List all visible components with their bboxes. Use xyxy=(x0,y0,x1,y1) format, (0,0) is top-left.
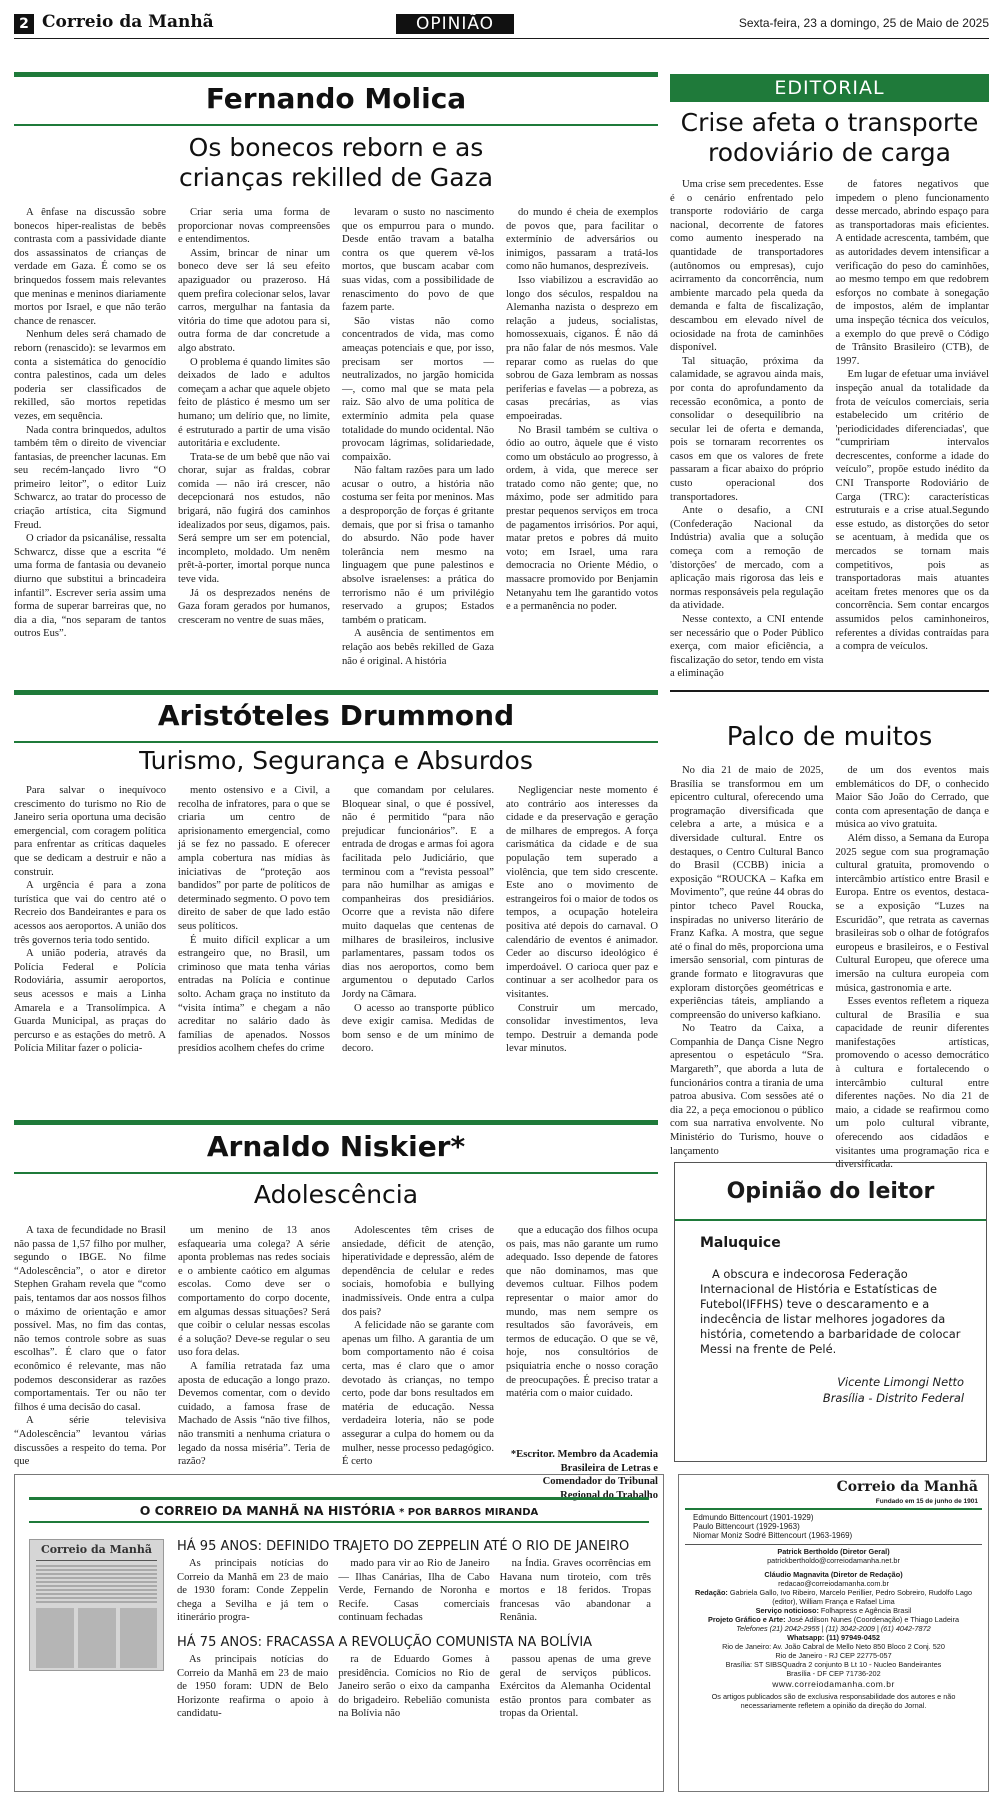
article-paragraph: No Teatro da Caixa, a Companhia de Dança Cisne Negro apresentou o espetáculo “Sra. Margareth”, que aborda a luta de funcionários contra a tirania de uma patroa abusiva. Com sessões até o dia 22, a peça emocionou o público com sua narrativa envolvente. No Ministério do Turismo, houve o lançamento xyxy=(670,1023,824,1157)
historia-title: O CORREIO DA MANHÃ NA HISTÓRIA xyxy=(139,1503,396,1518)
molica-headline: Os bonecos reborn e as crianças rekilled de Gaza xyxy=(178,133,494,192)
historia-items xyxy=(177,1539,651,1731)
staff-line: Redação: Gabriela Gallo, Ivo Ribeiro, Marcelo Perillier, Pedro Sobreiro, Rudolfo Lago (editor), William França e Rafael Lima xyxy=(694,1588,973,1606)
drummond-author: Aristóteles Drummond xyxy=(157,699,515,732)
article-column xyxy=(14,206,166,668)
article-paragraph: O criador da psicanálise, ressalta Schwarcz, disse que a escrita “é uma forma de fantasia ou devaneio diurno que substitui a brincadeira infantil”. Escrever seria assim uma forma de superar barreiras que, no dia a dia, “nos separam de tantos outros Eus”. xyxy=(14,533,166,640)
historia-item xyxy=(177,1635,651,1721)
article-paragraph: Em lugar de efetuar uma inviável inspeção anual da totalidade da frota de veículos comerciais, seria estabelecido um critério de 'periodicidades diferenciadas', que “cumpririam intervalos decrescentes, conforme a idade do veículo”, propõe estudo inédito da CNI Transporte Rodoviário de Carga (TRC): características estruturais e a crise atual.Segundo esse estudo, as distorções do setor se acentuam, à medida que os mercados se tornam mais competitivos, pois as transportadoras mais atuantes aceitam fretes menores que os da concorrência. Sem contar encargos assumidos pelos caminhoneiros, referentes a dívidas contraídas para a compra de veículos. xyxy=(835,369,989,653)
address-line: Rio de Janeiro: Av. João Cabral de Mello Neto 850 Bloco 2 Conj. 520 xyxy=(722,1642,945,1651)
founder-line: Edmundo Bittencourt (1901-1929) xyxy=(693,1513,814,1522)
page-header xyxy=(14,14,989,36)
editorial-headline: Crise afeta o transporte rodoviário de carga xyxy=(680,108,979,167)
editorial-label: EDITORIAL xyxy=(670,74,989,102)
article-paragraph: É muito difícil explicar a um estrangeiro que, no Brasil, um criminoso que mata tenha várias entradas na Polícia e continue solto. Acham graça no instituto da “visita íntima” e chegam a não acreditar no salário dado às famílias de apenados. Nossos presídios acolhem chefes do crime xyxy=(178,934,330,1055)
editor-name: Cláudio Magnavita (Diretor de Redação) xyxy=(764,1570,903,1579)
article-paragraph: O acesso ao transporte público deve exigir camisa. Medidas de bom senso e de um mínimo de decoro. xyxy=(342,1002,494,1055)
header-rule xyxy=(14,38,989,39)
article-column xyxy=(178,784,330,1056)
article-paragraph: um menino de 13 anos esfaquearia uma colega? A série aponta problemas nas redes sociais e o ambiente caótico em algumas escolas. Como deve ser o comportamento do corpo docente, em algumas dessas situações? Será que coibir o celular nessas escolas é a solução? Deve-se regular o seu uso fora delas. xyxy=(178,1225,330,1359)
historia-item-text: na Índia. Graves ocorrências em Havana num tiroteio, com três mortos e 18 feridos. Tropas francesas vão abandonar a Renânia. xyxy=(499,1558,651,1624)
article-paragraph: Para salvar o inequívoco crescimento do turismo no Rio de Janeiro seria oportuna uma decisão emergencial, com coragem política para enfrentar as críticas daqueles que se dedicam a destruir e não a construir. xyxy=(14,785,166,878)
palco-headline: Palco de muitos xyxy=(726,722,933,752)
article-paragraph: Esses eventos refletem a riqueza cultural de Brasília e sua capacidade de reunir diferentes manifestações artísticas, promovendo o acesso democrático à cultura e fortalecendo o intercâmbio cultural entre diferentes nações. No dia 21 de maio, a cidade se reafirmou como um polo cultural vibrante, oferecendo aos cidadãos e visitantes uma programação rica e diversificada. xyxy=(835,996,989,1171)
article-paragraph: A união poderia, através da Polícia Federal e Polícia Rodoviária, assumir aeroportos, seus acessos e mais a Linha Amarela e a Transolímpica. A Guarda Municipal, as praças do percurso e as estações do metrô. A Polícia Militar fazer o policia- xyxy=(14,948,166,1055)
article-column xyxy=(506,206,658,668)
historia-thumbnail xyxy=(29,1539,164,1671)
article-column xyxy=(178,1224,330,1469)
masthead: Correio da Manhã xyxy=(42,12,214,32)
expediente-founded: Fundado em 15 de junho de 1901 xyxy=(875,1498,978,1505)
niskier-body xyxy=(14,1224,658,1469)
article-paragraph: Construir um mercado, consolidar investimentos, leva tempo. Destruir a demanda pode levar minutos. xyxy=(506,1002,658,1055)
article-paragraph: mento ostensivo e a Civil, a recolha de infratores, para o que se criaria um centro de aprisionamento emergencial, como já se fez no passado. E oferecer ampla cobertura nas mídias às iniciativas de “proteção aos bandidos” por parte de políticos de determinado segmento. O povo tem direito de saber de que lado estão seus políticos. xyxy=(178,785,330,932)
address-line: Brasília: ST SIBSQuadra 2 conjunto B Lt 10 - Nucleo Bandeirantes xyxy=(725,1660,942,1669)
leitor-box xyxy=(674,1162,987,1462)
article-column xyxy=(14,1224,166,1469)
expediente-whatsapp: Whatsapp: (11) 97949-0452 xyxy=(787,1633,880,1642)
article-column xyxy=(506,784,658,1056)
staff-line: Projeto Gráfico e Arte: José Adilson Nunes (Coordenação) e Thiago Ladeira xyxy=(707,1615,960,1624)
palco-top-rule xyxy=(670,690,989,692)
historia-item-text: ra de Eduardo Gomes à presidência. Comícios no Rio de Janeiro serão o eixo da campanha do brigadeiro. Rebelião comunista na Bolívia não xyxy=(338,1653,490,1720)
editor-email: redacao@correiodamanha.com.br xyxy=(778,1579,889,1588)
expediente-addresses xyxy=(685,1642,982,1678)
article-paragraph: Ante o desafio, a CNI (Confederação Nacional da Indústria) avalia que a solução começa com a remoção de 'distorções' de mercado, com a aplicação mais rigorosa das leis e normas responsáveis pela regulação da atividade. xyxy=(670,505,824,612)
expediente-phones: Telefones (21) 2042-2955 | (11) 3042-2009 | (61) 4042-7872 xyxy=(736,1624,931,1633)
leitor-subject: Maluquice xyxy=(700,1235,781,1251)
article-paragraph: Nenhum deles será chamado de reborn (renascido): se levarmos em conta a sistemática do genocídio contra palestinos, cada um deles poderia ser classificados de rekilled, são mortos repetidas vezes, em sequência. xyxy=(14,329,166,422)
historia-item-text: As principais notícias do Correio da Manhã em 23 de maio de 1950 foram: UDN de Belo Horizonte reafirma o apoio à candidatu- xyxy=(177,1653,329,1720)
article-column xyxy=(342,784,494,1056)
article-paragraph: levaram o susto no nascimento que os empurrou para o mundo. Desde então travam a batalha contra os que querem vê-los mortos, que buscam acabar com suas vidas, com a possibilidade de renascimento do povo de que fazem parte. xyxy=(342,207,494,314)
article-paragraph: A felicidade não se garante com apenas um filho. A garantia de um bom comportamento não é coisa certa, mas é claro que o amor devotado às crianças, no tempo certo, pode dar bons resultados em matéria de educação. Nessa verdadeira loteria, não se pode assegurar a culpa do homem ou da mulher, nesse processo pedagógico. É certo xyxy=(342,1320,494,1468)
leitor-signature-name: Vicente Limongi Netto xyxy=(837,1375,964,1389)
section-label: OPINIÃO xyxy=(396,14,514,34)
leitor-title-rule xyxy=(675,1219,986,1221)
article-paragraph: A ênfase na discussão sobre bonecos hiper-realistas de bebês contrasta com a passividade diante dos assassinatos de crianças de verdade em Gaza. É como se os brinquedos fossem mais relevantes que meninas e meninos diariamente mortos por Israel, e que não terão chance de renascer. xyxy=(14,207,166,327)
article-paragraph: Nada contra brinquedos, adultos também têm o direito de vivenciar fantasias, de preencher lacunas. Em seu recém-lançado livro “O primeiro leitor”, o editor Luiz Schwarcz, ao tratar do processo de criação artística, cita Sigmund Freud. xyxy=(14,424,166,531)
expediente-website[interactable]: www.correiodamanha.com.br xyxy=(772,1679,895,1689)
historia-item-text: As principais notícias do Correio da Manhã em 23 de maio de 1930 foram: Conde Zeppelin chega a Sevilha e já tem o itinerário progra- xyxy=(177,1558,329,1624)
molica-author-rule xyxy=(14,124,658,126)
article-paragraph: de fatores negativos que impedem o pleno funcionamento desse mercado, abrindo espaço para as transportadoras mais eficientes. A entidade acrescenta, também, que as autoridades devem intensificar a verificação do peso do caminhões, ao mesmo tempo em que redobrem esforços no combate à sonegação de impostos, além de implantar uma inspeção técnica dos veículos, a exemplo do que prevê o Código de Trânsito Brasileiro (CTB), de 1997. xyxy=(835,179,989,367)
article-paragraph: São vistas não como concentrados de vida, mas como ameaças potenciais e que, por isso, precisam ser mortos — neutralizados, no jargão homicida —, como mal que se mata pela raiz. São alvo de uma política de extermínio admita pela quase totalidade do mundo ocidental. Não provocam lágrimas, solidariedade, compaixão. xyxy=(342,315,494,463)
article-paragraph: A taxa de fecundidade no Brasil não passa de 1,57 filho por mulher, segundo o IBGE. No filme “Adolescência”, o ator e diretor Stephen Graham revela que “como pais, tentamos dar aos nossos filhos o máximo de orientação e amor possível. Mas, no fim das contas, não temos controle sobre as suas escolhas”. É claro que o fator econômico é relevante, mas não podemos desconsiderar as razões comportamentais. Ter ou não ter filhos é uma decisão do casal. xyxy=(14,1225,166,1413)
thumbnail-masthead: Correio da Manhã xyxy=(40,1543,153,1556)
drummond-headline: Turismo, Segurança e Absurdos xyxy=(139,746,533,775)
address-line: Rio de Janeiro - RJ CEP 22775-057 xyxy=(775,1651,892,1660)
header-date: Sexta-feira, 23 a domingo, 25 de Maio de 2025 xyxy=(738,16,989,30)
address-line: Brasília - DF CEP 71736-202 xyxy=(786,1669,881,1678)
founder-line: Paulo Bittencourt (1929-1963) xyxy=(693,1522,800,1531)
historia-item-heading: HÁ 75 ANOS: FRACASSA A REVOLUÇÃO COMUNISTA NA BOLÍVIA xyxy=(177,1634,593,1650)
expediente-top-rule xyxy=(685,1508,982,1510)
article-column xyxy=(836,178,990,681)
molica-body xyxy=(14,206,658,668)
article-paragraph: A família retratada faz uma aposta de educação a longo prazo. Devemos comentar, com o devido cuidado, a famosa frase de Machado de Assis “não tive filhos, não transmiti a nenhuma criatura o legado da nossa miséria”. Teria de razão? xyxy=(178,1360,330,1468)
article-paragraph: A urgência é para a zona turística que vai do centro até o Recreio dos Bandeirantes e para os acessos aos aeroportos. A união dos três governos teria todo sentido. xyxy=(14,880,166,946)
article-paragraph: Não faltam razões para um lado acusar o outro, a história não costuma ser feita por meninos. Mas a desproporção de forças é gritante demais, que por si frisa o tamanho do absurdo. Não pode haver tolerância nem mesmo na linguagem que pune palestinos e absolve israelenses: a prática do terrorismo não é um privilégio reservado a grupos; Estados também o praticam. xyxy=(342,465,494,626)
drummond-body xyxy=(14,784,658,1056)
expediente-mid-rule xyxy=(685,1544,982,1545)
leitor-text: A obscura e indecorosa Federação Internacional de História e Estatísticas de Futebol(IFFHS) teve o descaramento e a indecência de listar melhores jogadores da história, cometendo a barbaridade de colocar Messi na frente de Pelé. xyxy=(700,1267,961,1356)
expediente-masthead: Correio da Manhã xyxy=(836,1479,978,1495)
historia-title-bar xyxy=(29,1497,649,1523)
article-paragraph: Trata-se de um bebê que não vai chorar, sujar as fraldas, cobrar comida — não irá crescer, não decepcionará nos estudos, não brigará, não fugirá dos caminhos idealizados por seus, digamos, pais. Será sempre um ser em potencial, incompleto, moldado. Um nenêm prêt-à-porter, imortal porque nunca teve vida. xyxy=(178,451,330,586)
article-paragraph: do mundo é cheia de exemplos de povos que, para facilitar o extermínio de adversários ou inimigos, passaram a tratá-los como não humanos, desprezíveis. xyxy=(506,207,658,273)
historia-item-text: mado para vir ao Rio de Janeiro — Ilhas Canárias, Ilha de Cabo Verde, Fernando de Noronha e Recife. Casas comerciais continuam fechadas xyxy=(338,1558,490,1624)
director-email: patrickbertholdo@correiodamanha.net.br xyxy=(767,1556,900,1565)
article-column xyxy=(506,1224,658,1469)
article-paragraph: A série televisiva “Adolescência” levantou várias discussões a respeito do tema. Por que xyxy=(14,1415,166,1468)
founder-line: Niomar Moniz Sodré Bittencourt (1963-1969) xyxy=(693,1531,853,1540)
article-column xyxy=(670,764,824,1172)
leitor-title: Opinião do leitor xyxy=(726,1179,935,1204)
article-paragraph: Nesse contexto, a CNI entende ser necessário que o Poder Público exerça, com maior eficiência, a fiscalização do setor, tendo em vista a eliminação xyxy=(670,614,824,680)
expediente-disclaimer: Os artigos publicados são de exclusiva responsabilidade dos autores e não necessariamente refletem a opinião da direção do Jornal. xyxy=(711,1692,956,1710)
article-paragraph: Negligenciar neste momento é ato contrário aos interesses da cidade e da preservação e geração de milhares de empregos. A força carismática da cidade e de sua população tem superado a violência, que tem sido crescente. Este ano o movimento de estrangeiros foi o maior de todos os tempos, a ocupação hoteleira positiva até depois do carnaval. O calendário de eventos é animador. Ceder ao discurso ideológico é imperdoável. O carioca quer paz e continuar a ser acolhedor para os visitantes. xyxy=(506,785,658,1000)
niskier-headline: Adolescência xyxy=(253,1180,419,1209)
director-name: Patrick Bertholdo (Diretor Geral) xyxy=(777,1547,890,1556)
historia-item-heading: HÁ 95 ANOS: DEFINIDO TRAJETO DO ZEPPELIN ATÉ O RIO DE JANEIRO xyxy=(177,1539,630,1554)
niskier-author-rule xyxy=(14,1172,658,1174)
historia-item xyxy=(177,1539,651,1625)
staff-line: Serviço noticioso: Folhapress e Agência Brasil xyxy=(755,1606,912,1615)
historia-byline: * POR BARROS MIRANDA xyxy=(399,1507,539,1518)
historia-box xyxy=(14,1474,664,1792)
article-column xyxy=(836,764,990,1172)
article-paragraph: que a educação dos filhos ocupa os pais, mas não garante um rumo adequado. Isso depende de fatores que não dominamos, mas que devemos cultuar. Filhos podem representar o maior amor do mundo, mas nem sempre os resultados são favoráveis, em termos de educação. O que se vê, hoje, nos consultórios de psiquiatria enche o nosso coração de preocupações. É preciso tratar a matéria com o maior cuidado. xyxy=(506,1225,658,1400)
article-paragraph: Criar seria uma forma de proporcionar novas compreensões e entendimentos. xyxy=(178,207,330,246)
molica-author: Fernando Molica xyxy=(205,82,467,115)
article-paragraph: Isso viabilizou a escravidão ao longo dos séculos, respaldou na Alemanha nazista o desprezo em relação a judeus, socialistas, homossexuais, ciganos. É não dá pra não falar de nós mesmos. Vale reparar como as ruelas do que sobrou de Gaza lembram as nossas periferias e favelas — a pobreza, as casas precárias, as vias empoeiradas. xyxy=(506,274,658,422)
article-paragraph: A ausência de sentimentos em relação aos bebês rekilled de Gaza não é original. A história xyxy=(342,628,494,667)
niskier-author: Arnaldo Niskier* xyxy=(206,1130,466,1163)
article-paragraph: No Brasil também se cultiva o ódio ao outro, àquele que é visto como um obstáculo ao progresso, à ordem, à vida, que merece ser tratado como não gente; que, no máximo, pode ser admitido para prestar pequenos serviços em troca de pagamentos irrisórios. Por aqui, matar pretos e pobres dá muito voto; em Israel, uma rara democracia no Oriente Médio, o massacre promovido por Benjamin Netanyahu tem lhe garantido votos e a permanência no poder. xyxy=(506,424,658,613)
molica-top-rule xyxy=(14,72,658,77)
niskier-top-rule xyxy=(14,1120,658,1125)
drummond-top-rule xyxy=(14,690,658,695)
article-paragraph: Já os desprezados nenéns de Gaza foram gerados por humanos, cresceram no ventre de suas mães, xyxy=(178,587,330,626)
editorial-body xyxy=(670,178,989,681)
historia-item-text: passou apenas de uma greve geral de serviços públicos. Exércitos da Alemanha Ocidental estão prontos para combater as tropas da Oriental. xyxy=(499,1653,651,1720)
article-paragraph: Assim, brincar de ninar um boneco deve ser lá seu efeito apaziguador ou prazeroso. Há quem prefira colecionar selos, lavar carros, mergulhar na fantasia da vitória do time que adotou para si, outra forma de dar concretude a algo abstrato. xyxy=(178,247,330,354)
article-paragraph: Tal situação, próxima da calamidade, se agravou ainda mais, por conta do aprofundamento da recessão econômica, a ponto de consolidar o desequilíbrio na secular lei de oferta e demanda, pois se tornaram recorrentes os casos em que os valores de frete passaram a ficar abaixo do próprio custo operacional dos transportadores. xyxy=(670,355,824,503)
article-paragraph: que comandam por celulares. Bloquear sinal, o que é possível, não é permitido “para não prejudicar funcionários”. E a entrada de drogas e armas foi agora facilitada pelo Judiciário, que terminou com a “revista pessoal” para não humilhar as amigas e companheiras dos presidiários. Ocorre que a revista não difere muito daquelas que centenas de milhares de brasileiros, inclusive parlamentares, passam todos os dias nos aeroportos, como bem argumentou o deputado Carlos Jordy na Câmara. xyxy=(342,785,494,1000)
article-paragraph: Além disso, a Semana da Europa 2025 segue com sua programação cultural gratuita, promovendo o intercâmbio artístico entre Brasil e Europa. Entre os eventos, destaca-se a exposição “Luzes na Escuridão”, que retrata as cavernas brasileiras sob o olhar de fotógrafos europeus e brasileiros, e o Festival Cultural Europeu, que oferece uma imersão na cultura europeia com música, gastronomia e arte. xyxy=(835,832,989,994)
article-column xyxy=(342,206,494,668)
article-column xyxy=(14,784,166,1056)
expediente-founders xyxy=(693,1513,852,1540)
article-paragraph: Adolescentes têm crises de ansiedade, déficit de atenção, hiperatividade e depressão, além de dependência de celular e redes sociais, homofobia e bullying inadmissíveis. Onde entra a culpa dos pais? xyxy=(342,1225,494,1318)
article-column xyxy=(670,178,824,681)
article-paragraph: Uma crise sem precedentes. Esse é o cenário enfrentado pelo transporte rodoviário de carga nacional, decorrente de fatores como aumento inesperado na quantidade de transportadores (autônomos ou empresas), cujo acirramento da concorrência, num ambiente marcado pela queda da demanda e falta de fiscalização, descambou em elevado nível de ociosidade na frota de caminhões disponível. xyxy=(670,179,824,354)
article-column xyxy=(342,1224,494,1469)
article-column xyxy=(178,206,330,668)
expediente-credits xyxy=(685,1547,982,1710)
palco-body xyxy=(670,764,989,1172)
page-number: 2 xyxy=(14,14,34,34)
article-paragraph: de um dos eventos mais emblemáticos do DF, o conhecido Maior São João do Cerrado, que conta com apresentação de dança e música ao vivo gratuita. xyxy=(835,765,989,831)
drummond-author-rule xyxy=(14,741,658,743)
niskier-footnote: *Escritor. Membro da Academia Brasileira de Letras e Comendador do Tribunal Regional do Trabalho xyxy=(510,1449,658,1501)
article-paragraph: O problema é quando limites são deixados de lado e adultos começam a achar que aquele objeto feito de plástico é mesmo um ser humano; um delírio que, no limite, é estruturado a partir de uma visão autoritária e excludente. xyxy=(178,356,330,450)
expediente-staff xyxy=(685,1588,982,1624)
expediente-box xyxy=(678,1474,989,1792)
leitor-signature-place: Brasília - Distrito Federal xyxy=(822,1391,964,1405)
article-paragraph: No dia 21 de maio de 2025, Brasília se transformou em um epicentro cultural, oferecendo uma programação diversificada que celebra a arte, a música e a diversidade cultural. Entre os destaques, o Centro Cultural Banco do Brasil (CCBB) inicia a exposição “ROUCKA – Kafka em Movimento”, que reúne 44 obras do pintor tcheco Pavel Roucka, inspiradas no universo literário de Franz Kafka. A mostra, que segue até o final do mês, proporciona uma imersão sensorial, com pinturas de grande formato e litogravuras que exploram distorções geométricas e experiências táteis, ampliando a compreensão do universo kafkiano. xyxy=(670,765,824,1021)
